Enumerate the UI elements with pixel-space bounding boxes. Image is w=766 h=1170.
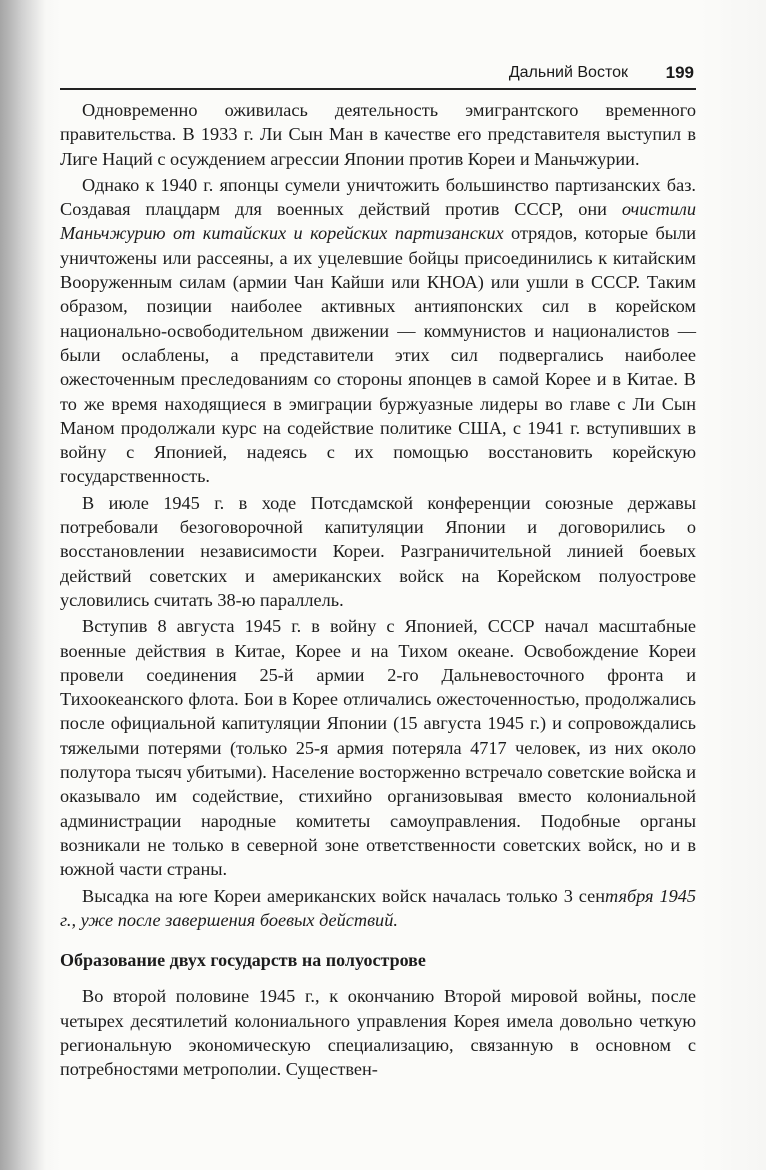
paragraph-5 [60,884,696,933]
paragraph-2-part-b: отрядов, которые были уничтожены или рассеяны, а их уцелевшие бойцы присоединились к китайским Вооруженным силам (армии Чан Кайши или КНОА) или ушли в СССР. Таким образом, позиции наиболее активных антияпонских сил в корейском национально-освободительном движении — коммунистов и националистов — были ослаблены, а представители этих сил подвергались наиболее ожесточенным преследованиям со стороны японцев в самой Корее и в Китае. В то же время находящиеся в эмиграции буржуазные лидеры во главе с Ли Сын Маном продолжали курс на содействие политике США, с 1941 г. вступивших в войну с Японией, надеясь с их помощью восстановить корейскую государственность. [60,223,696,487]
paragraph-1: Одновременно оживилась деятельность эмигрантского временного правительства. В 1933 г. Ли Сын Ман в качестве его представителя выступил в Лиге Наций с осуждением агрессии Японии против Кореи и Маньчжурии. [60,100,696,169]
paragraph-2-part-a: Однако к 1940 г. японцы сумели уничтожить большинство партизанских баз. Создавая плацдарм для военных действий против СССР, они [60,174,696,220]
paragraph-3: В июле 1945 г. в ходе Потсдамской конференции союзные державы потребовали безоговорочной капитуляции Японии и договорились о восстановлении независимости Кореи. Разграничительной линией боевых действий советских и американских войск на Корейском полуострове условились считать 38-ю параллель. [60,492,696,610]
paragraph-5-part-a: Высадка на юге Кореи американских войск началась только 3 сен [82,885,606,906]
paragraph-4: Вступив 8 августа 1945 г. в войну с Японией, СССР начал масштабные военные действия в Китае, Корее и на Тихом океане. Освобождение Кореи провели соединения 25-й армии 2-го Дальневосточного фронта и Тихоокеанского флота. Бои в Корее отличались ожесточенностью, продолжались после официальной капитуляции Японии (15 августа 1945 г.) и сопровождались тяжелыми потерями (только 25-я армия потеряла 4717 человек, из них около полутора тысяч убитыми). Население восторженно встречало советские войска и оказывало им содействие, стихийно организовывая вместо колониальной администрации народные комитеты самоуправления. Подобные органы возникали не только в северной зоне ответственности советских войск, но и в южной части страны. [60,616,696,880]
paragraph-2 [60,173,696,489]
section-heading: Образование двух государств на полуострове [60,950,426,971]
page-number: 199 [665,63,694,82]
running-head [60,62,696,90]
section-title: Дальний Восток [508,64,628,81]
paragraph-6: Во второй половине 1945 г., к окончанию Второй мировой войны, после четырех десятилетий колониального управления Корея имела довольно четкую региональную экономическую специализацию, связанную в основном с потребностями метрополии. Существен- [60,986,696,1080]
paragraph-2-italic: очистили Маньчжурию от китайских и корейских партизанских [60,199,696,244]
body-text [60,98,696,1082]
spine-shadow [0,0,46,1170]
paragraph-5-italic: тября 1945 г., уже после завершения боевых действий. [60,885,697,930]
